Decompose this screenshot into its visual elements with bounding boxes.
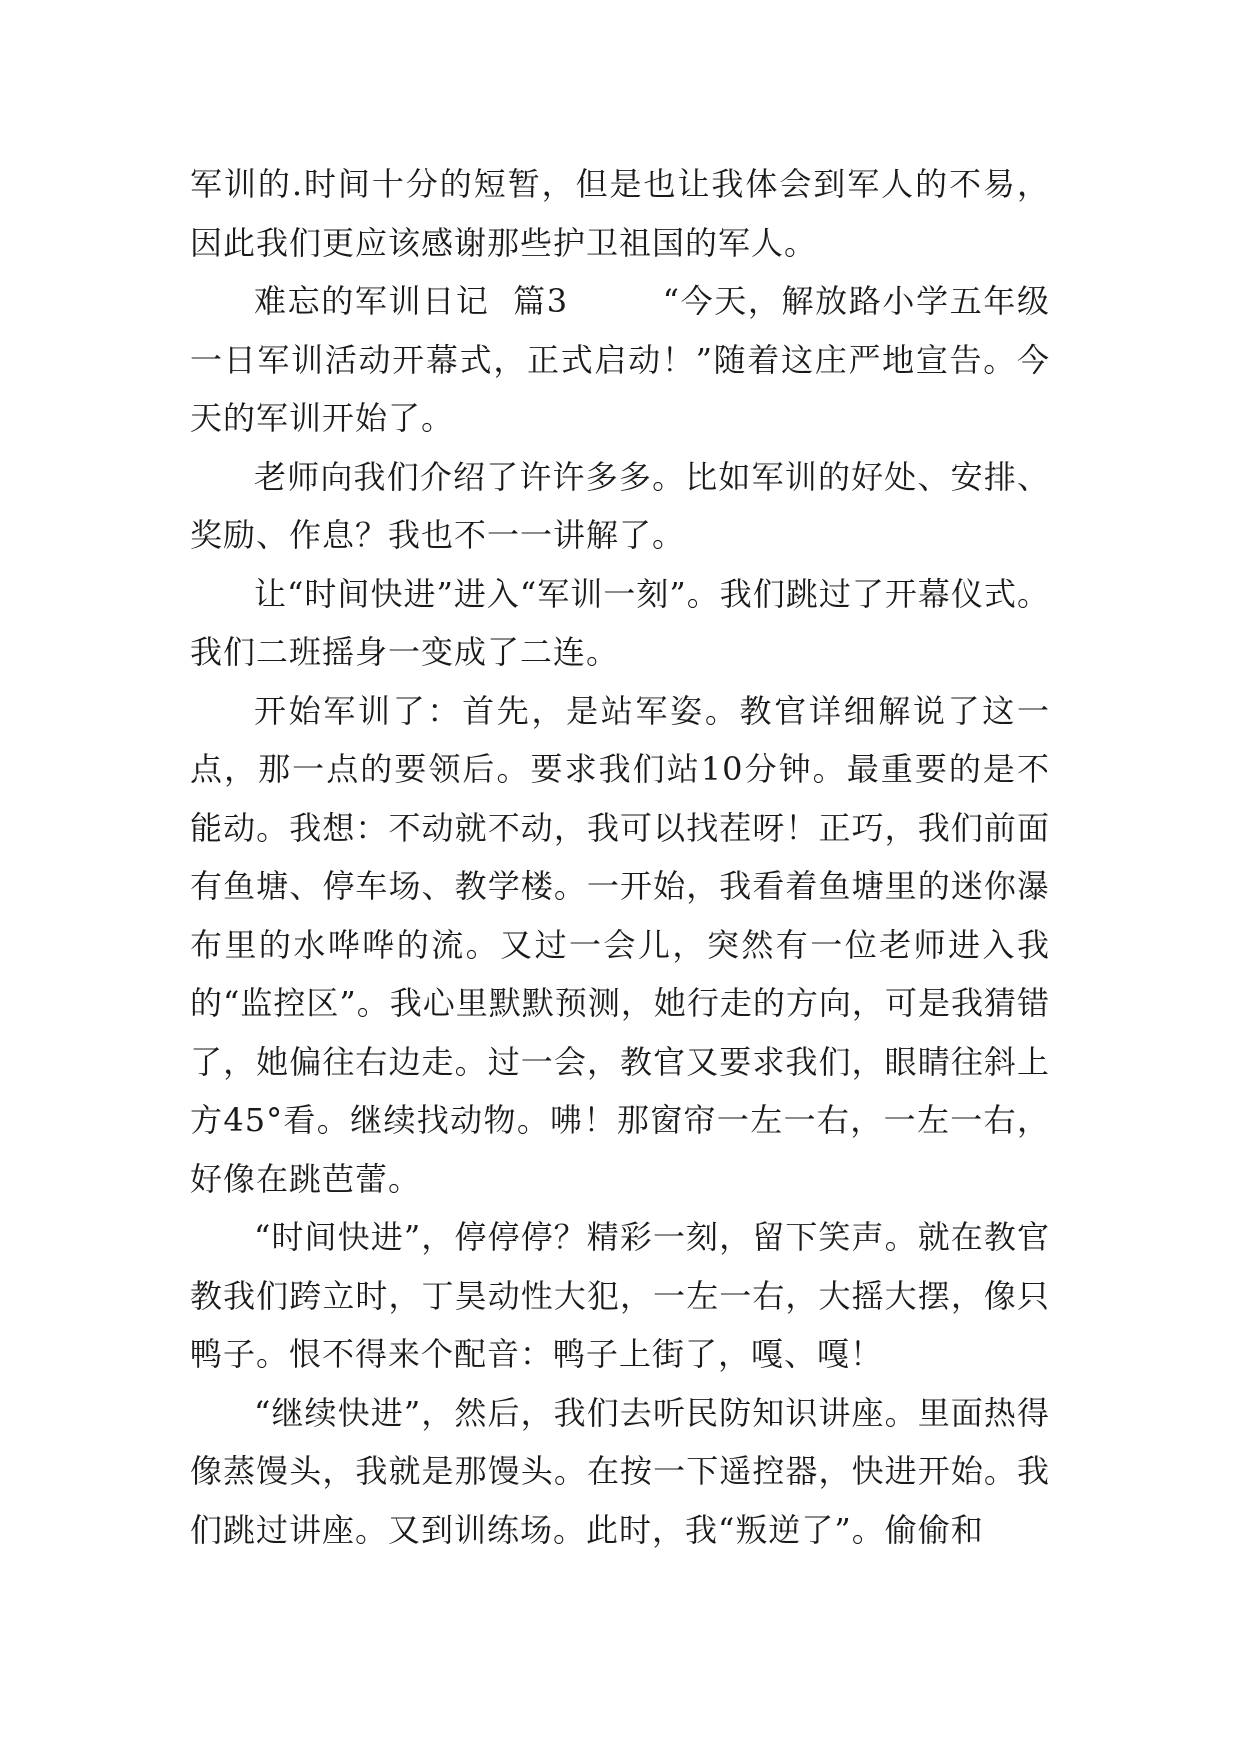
- paragraph-7: “继续快进”，然后，我们去听民防知识讲座。里面热得像蒸馒头，我就是那馒头。在按一下遥控器，快进开始。我们跳过讲座。又到训练场。此时，我“叛逆了”。偷偷和: [190, 1393, 1050, 1549]
- paragraph-6: “时间快进”，停停停？精彩一刻，留下笑声。就在教官教我们跨立时，丁昊动性大犯，一左一右，大摇大摆，像只鸭子。恨不得来个配音：鸭子上街了，嘎、嘎！: [190, 1218, 1050, 1373]
- document-body: [190, 155, 1050, 1559]
- paragraph-4: 让“时间快进”进入“军训一刻”。我们跳过了开幕仪式。我们二班摇身一变成了二连。: [190, 574, 1050, 671]
- paragraph-3: 老师向我们介绍了许许多多。比如军训的好处、安排、奖励、作息？我也不一一讲解了。: [190, 457, 1050, 554]
- paragraph-1: 军训的.时间十分的短暂，但是也让我体会到军人的不易，因此我们更应该感谢那些护卫祖国的军人。: [190, 165, 1050, 262]
- paragraph-2: 难忘的军训日记 篇3 “今天，解放路小学五年级一日军训活动开幕式，正式启动！”随着这庄严地宣告。今天的军训开始了。: [190, 282, 1050, 437]
- paragraph-5: 开始军训了：首先，是站军姿。教官详细解说了这一点，那一点的要领后。要求我们站10分钟。最重要的是不能动。我想：不动就不动，我可以找茬呀！正巧，我们前面有鱼塘、停车场、教学楼。一开始，我看着鱼塘里的迷你瀑布里的水哗哗的流。又过一会儿，突然有一位老师进入我的“监控区”。我心里默默预测，她行走的方向，可是我猜错了，她偏往右边走。过一会，教官又要求我们，眼睛往斜上方45°看。继续找动物。咈！那窗帘一左一右，一左一右，好像在跳芭蕾。: [190, 691, 1050, 1198]
